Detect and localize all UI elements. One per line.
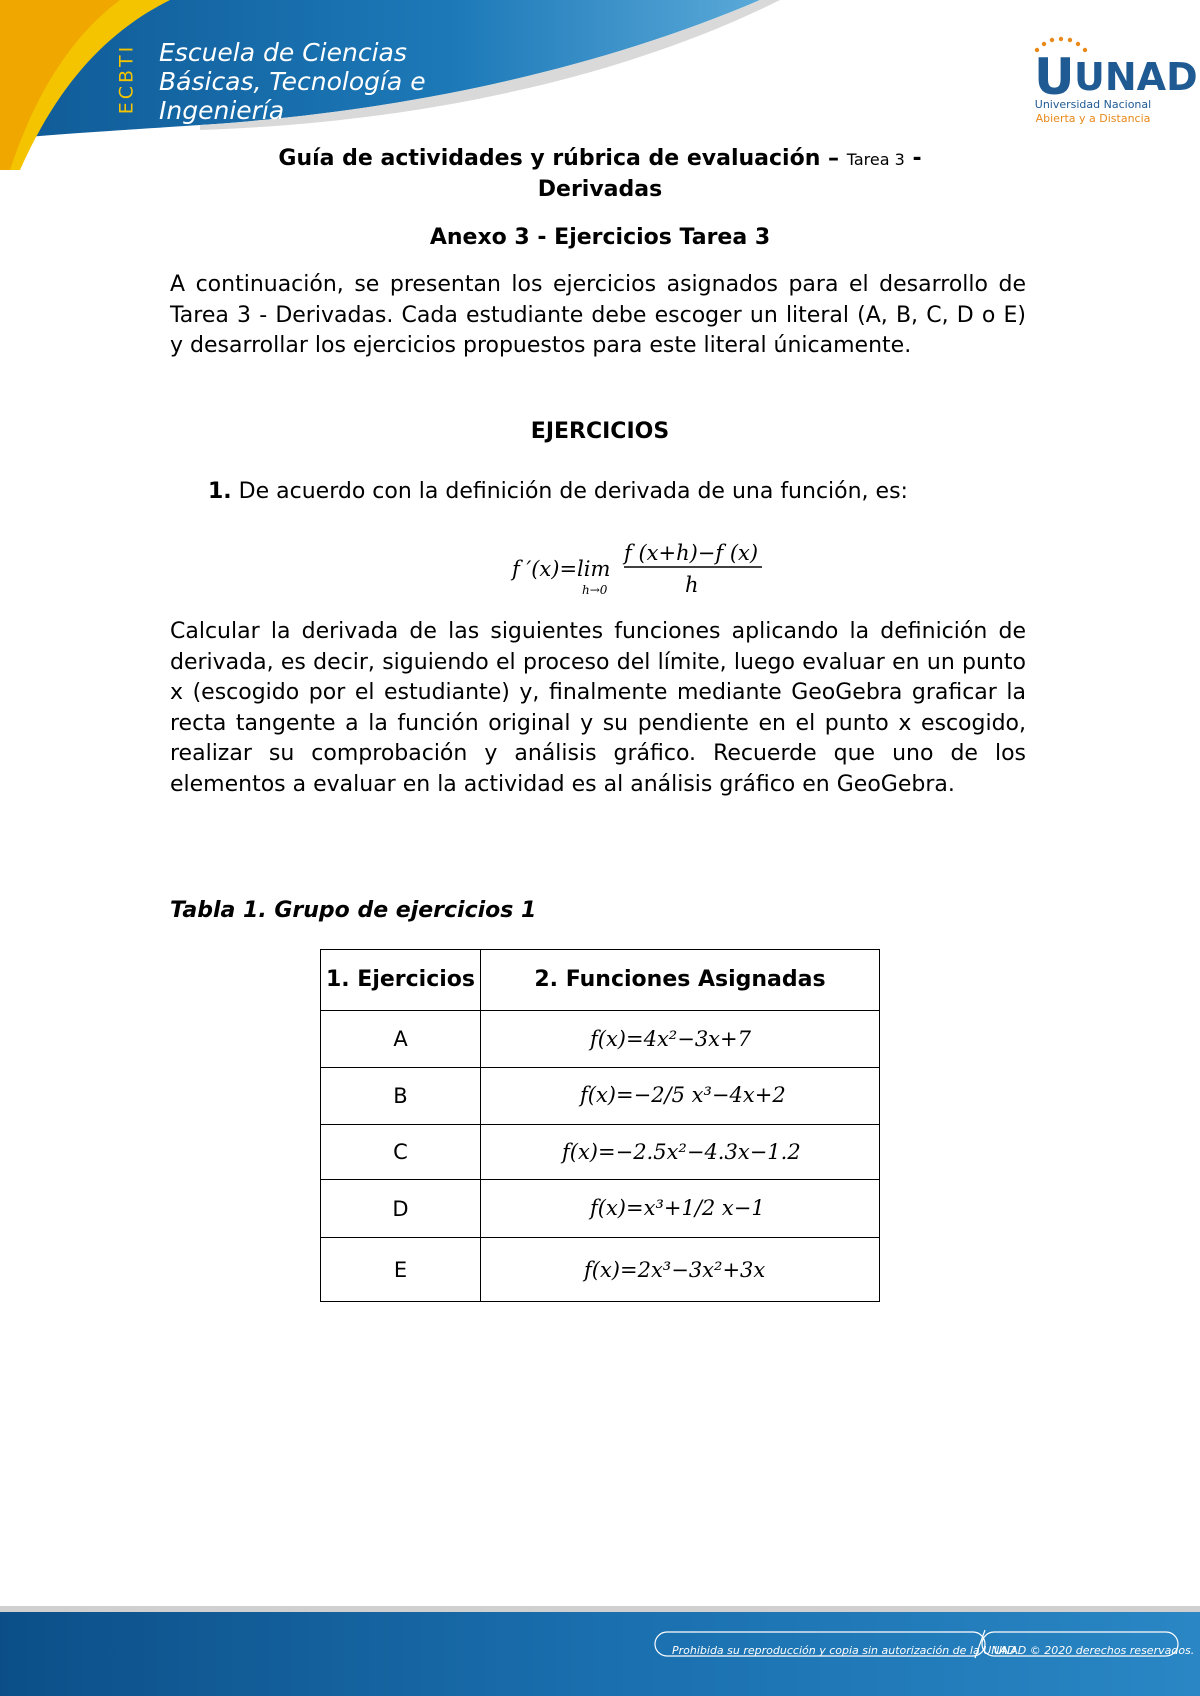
school-name-line: Ingeniería xyxy=(159,96,285,125)
svg-text:f(x)=−2.5x²−4.3x−1.2: f(x)=−2.5x²−4.3x−1.2 xyxy=(562,1140,801,1164)
svg-text:UNAD: UNAD xyxy=(1074,55,1198,99)
header-exercises: 1. Ejercicios xyxy=(321,950,481,1011)
svg-text:f(x)=x³+1/2 x−1: f(x)=x³+1/2 x−1 xyxy=(590,1195,765,1220)
section-heading: EJERCICIOS xyxy=(530,419,670,444)
document-title xyxy=(170,144,1030,205)
row-label: A xyxy=(321,1011,481,1068)
svg-text:U: U xyxy=(1034,48,1075,106)
annex-title: Anexo 3 - Ejercicios Tarea 3 xyxy=(429,225,771,250)
title-main: Guía de actividades y rúbrica de evaluación – xyxy=(278,146,840,171)
svg-text:f(x)=4x²−3x+7: f(x)=4x²−3x+7 xyxy=(590,1027,751,1051)
svg-text:f(x)=2x³−3x²+3x: f(x)=2x³−3x²+3x xyxy=(584,1257,766,1282)
title-topic: Derivadas xyxy=(537,177,663,202)
row-function xyxy=(481,1068,880,1125)
svg-text:f ′(x)=lim: f ′(x)=lim xyxy=(512,557,611,581)
svg-text:h: h xyxy=(685,573,699,597)
table-row xyxy=(321,1238,880,1302)
title-task: Tarea 3 xyxy=(846,150,905,169)
row-function xyxy=(481,1180,880,1238)
school-name-line: Escuela de Ciencias xyxy=(159,38,407,67)
school-name xyxy=(159,38,426,125)
unad-logo xyxy=(1028,24,1198,128)
logo-subtitle-2: Abierta y a Distancia xyxy=(1035,112,1151,125)
item-text: De acuerdo con la definición de derivada de una función, es: xyxy=(238,479,908,504)
table-row xyxy=(321,1180,880,1238)
table-row xyxy=(321,1125,880,1180)
svg-text:h→0: h→0 xyxy=(582,583,608,597)
title-dash: - xyxy=(912,146,922,171)
instructions-paragraph: Calcular la derivada de las siguientes funciones aplicando la definición de derivada, es decir, siguiendo el proceso del límite, luego evaluar en un punto x (escogido por el estudiante) y, finalmente mediante GeoGebra graficar la recta tangente a la función original y su pendiente en el punto x escogido, realizar su comprobación y análisis gráfico. Recuerde que uno de los elementos a evaluar en la actividad es al análisis gráfico en GeoGebra. xyxy=(170,619,1026,797)
table-row xyxy=(321,1011,880,1068)
school-acronym: ECBTI xyxy=(115,43,138,115)
row-function xyxy=(481,1011,880,1068)
table-row xyxy=(321,1068,880,1125)
exercises-table xyxy=(320,949,880,1302)
table-header-row xyxy=(321,950,880,1011)
header-functions: 2. Funciones Asignadas xyxy=(481,950,880,1011)
footer-rights: UNAD © 2020 derechos reservados. xyxy=(994,1644,1195,1657)
footer-notice: Prohibida su reproducción y copia sin autorización de la UNAD. xyxy=(672,1644,1019,1657)
row-function xyxy=(481,1125,880,1180)
row-function xyxy=(481,1238,880,1302)
intro-paragraph: A continuación, se presentan los ejercicios asignados para el desarrollo de Tarea 3 - Derivadas. Cada estudiante debe escoger un literal (A, B, C, D o E) y desarrollar los ejercicios propuestos para este literal únicamente. xyxy=(170,272,1026,358)
row-label: C xyxy=(321,1125,481,1180)
derivative-definition-formula xyxy=(510,536,770,602)
row-label: E xyxy=(321,1238,481,1302)
exercise-item xyxy=(208,477,1028,508)
svg-text:f(x)=−2/5 x³−4x+2: f(x)=−2/5 x³−4x+2 xyxy=(580,1083,786,1107)
table-caption: Tabla 1. Grupo de ejercicios 1 xyxy=(170,898,537,923)
row-label: B xyxy=(321,1068,481,1125)
school-name-line: Básicas, Tecnología e xyxy=(159,67,426,96)
logo-subtitle-1: Universidad Nacional xyxy=(1034,98,1152,111)
item-number: 1. xyxy=(208,479,232,504)
row-label: D xyxy=(321,1180,481,1238)
svg-text:f (x+h)−f (x): f (x+h)−f (x) xyxy=(624,541,759,565)
